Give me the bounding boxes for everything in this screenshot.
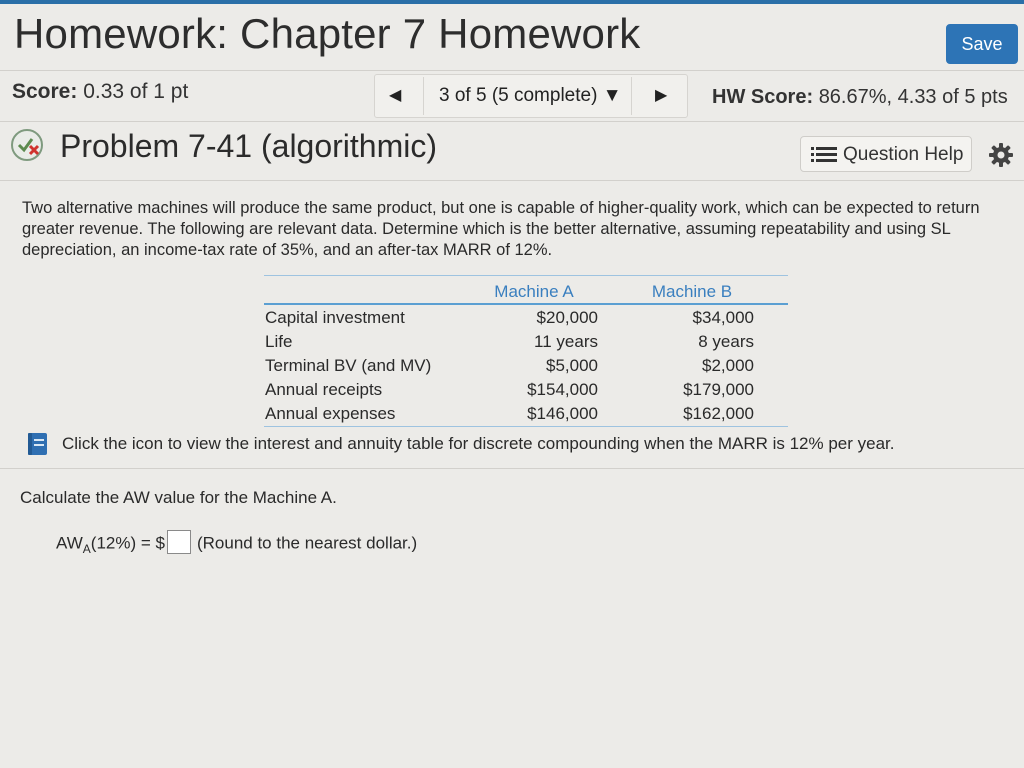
- row-label-annual-receipts: Annual receipts: [265, 380, 383, 399]
- top-accent-bar: [0, 0, 1024, 4]
- aw-equation: (12%) = $: [90, 533, 165, 553]
- cell-machine-b: $2,000: [702, 356, 754, 375]
- aw-answer-input[interactable]: [167, 530, 191, 554]
- save-button[interactable]: Save: [946, 24, 1018, 64]
- cell-machine-a: $5,000: [546, 356, 598, 375]
- cell-machine-b: 8 years: [698, 332, 754, 351]
- problem-title: Problem 7-41 (algorithmic): [60, 128, 438, 164]
- row-label-annual-expenses: Annual expenses: [265, 404, 396, 423]
- divider: [631, 77, 632, 115]
- cell-machine-b: $162,000: [683, 404, 754, 423]
- divider: [0, 70, 1024, 71]
- table-rule: [264, 426, 788, 427]
- score-label: Score:: [12, 80, 78, 103]
- info-link-text[interactable]: Click the icon to view the interest and annuity table for discrete compounding when the MARR is 12% per year.: [62, 434, 895, 453]
- rounding-note: (Round to the nearest dollar.): [196, 533, 418, 553]
- previous-question-icon[interactable]: ◀: [389, 87, 402, 104]
- cell-machine-a: 11 years: [534, 332, 598, 351]
- chevron-down-icon: ▼: [602, 85, 622, 106]
- question-help-button[interactable]: [800, 136, 972, 172]
- hw-score: [712, 86, 1008, 109]
- question-help-label: Question Help: [843, 144, 964, 165]
- cell-machine-a: $20,000: [536, 308, 598, 327]
- hw-score-value: 86.67%, 4.33 of 5 pts: [818, 86, 1008, 108]
- table-rule: [264, 275, 788, 276]
- score: [12, 80, 188, 104]
- divider: [0, 180, 1024, 181]
- partially-correct-icon: [10, 128, 48, 162]
- book-icon[interactable]: [26, 432, 50, 456]
- table-rule: [264, 303, 788, 305]
- row-label-terminal-bv: Terminal BV (and MV): [265, 356, 432, 375]
- problem-statement: Two alternative machines will produce the same product, but one is capable of higher-quality work, which can be expected to return greater revenue. The following are relevant data. Determine which is the better alternative, assuming repeatability and using SL depreciation, an income-tax rate of 35%, and an after-tax MARR of 12%.: [22, 199, 980, 259]
- column-header-machine-b: Machine B: [651, 282, 733, 301]
- question-prompt: Calculate the AW value for the Machine A.: [20, 488, 337, 507]
- question-navigator: [374, 74, 688, 118]
- column-header-machine-a: Machine A: [494, 282, 574, 301]
- cell-machine-b: $179,000: [683, 380, 754, 399]
- gear-icon[interactable]: [988, 142, 1014, 168]
- row-label-capital-investment: Capital investment: [265, 308, 405, 327]
- next-question-icon[interactable]: ▶: [655, 87, 668, 104]
- aw-answer-line: [56, 532, 417, 556]
- score-value: 0.33 of 1 pt: [83, 80, 189, 103]
- divider: [0, 468, 1024, 469]
- divider: [0, 121, 1024, 122]
- divider: [423, 77, 424, 115]
- row-label-life: Life: [265, 332, 293, 351]
- cell-machine-a: $154,000: [527, 380, 598, 399]
- question-position: 3 of 5 (5 complete): [439, 85, 598, 106]
- aw-prefix: AW: [56, 533, 83, 553]
- cell-machine-a: $146,000: [527, 404, 598, 423]
- homework-title: Homework: Chapter 7 Homework: [14, 10, 641, 57]
- aw-subscript: A: [82, 542, 91, 557]
- cell-machine-b: $34,000: [692, 308, 754, 327]
- question-selector[interactable]: [439, 85, 622, 107]
- hw-score-label: HW Score:: [712, 86, 814, 108]
- list-icon: [811, 146, 837, 164]
